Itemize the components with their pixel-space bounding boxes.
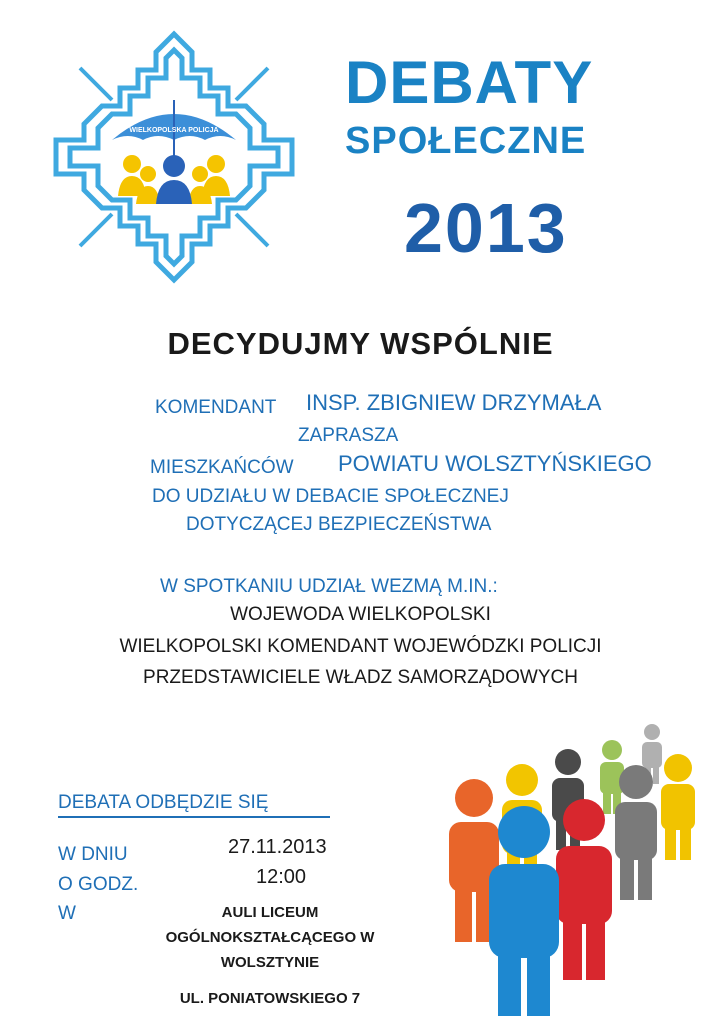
logo-text: WIELKOPOLSKA POLICJA xyxy=(129,127,219,134)
person-figure xyxy=(615,765,657,900)
date-label: W DNIU xyxy=(58,844,128,865)
venue-line3: WOLSZTYNIE xyxy=(220,954,320,971)
title-line1: DEBATY xyxy=(345,49,594,116)
time-label: O GODZ. xyxy=(58,874,139,895)
people-illustration xyxy=(440,716,712,1016)
details-underline xyxy=(58,816,330,818)
participants-heading: W SPOTKANIU UDZIAŁ WEZMĄ M.IN.: xyxy=(160,576,498,597)
address: UL. PONIATOWSKIEGO 7 xyxy=(179,990,361,1007)
details-heading: DEBATA ODBĘDZIE SIĘ xyxy=(58,792,269,813)
venue-line1: AULI LICEUM xyxy=(221,904,319,921)
police-star-logo xyxy=(50,28,298,286)
invitation-line5: DO UDZIAŁU W DEBACIE SPOŁECZNEJ xyxy=(152,486,509,507)
place-label: W xyxy=(58,903,76,924)
slogan: DECYDUJMY WSPÓLNIE xyxy=(167,326,554,361)
participant-item: WOJEWODA WIELKOPOLSKI xyxy=(230,604,491,625)
date-value: 27.11.2013 xyxy=(228,836,327,858)
zaprasza: ZAPRASZA xyxy=(298,425,399,446)
person-figure xyxy=(489,806,559,1016)
mieszkancow-label: MIESZKAŃCÓW xyxy=(150,457,294,478)
invitation-line6: DOTYCZĄCEJ BEZPIECZEŃSTWA xyxy=(186,514,492,535)
powiat: POWIATU WOLSZTYŃSKIEGO xyxy=(338,451,652,476)
komendant-label: KOMENDANT xyxy=(155,397,277,418)
time-value: 12:00 xyxy=(256,866,307,888)
year: 2013 xyxy=(404,189,568,267)
participant-item: WIELKOPOLSKI KOMENDANT WOJEWÓDZKI POLICJI xyxy=(119,636,602,657)
title-line2: SPOŁECZNE xyxy=(345,120,587,162)
venue xyxy=(130,900,410,975)
komendant-name: INSP. ZBIGNIEW DRZYMAŁA xyxy=(306,390,602,415)
participant-item: PRZEDSTAWICIELE WŁADZ SAMORZĄDOWYCH xyxy=(143,667,578,688)
person-figure xyxy=(556,799,612,980)
person-figure xyxy=(661,754,695,860)
venue-line2: OGÓLNOKSZTAŁCĄCEGO W xyxy=(165,929,375,946)
